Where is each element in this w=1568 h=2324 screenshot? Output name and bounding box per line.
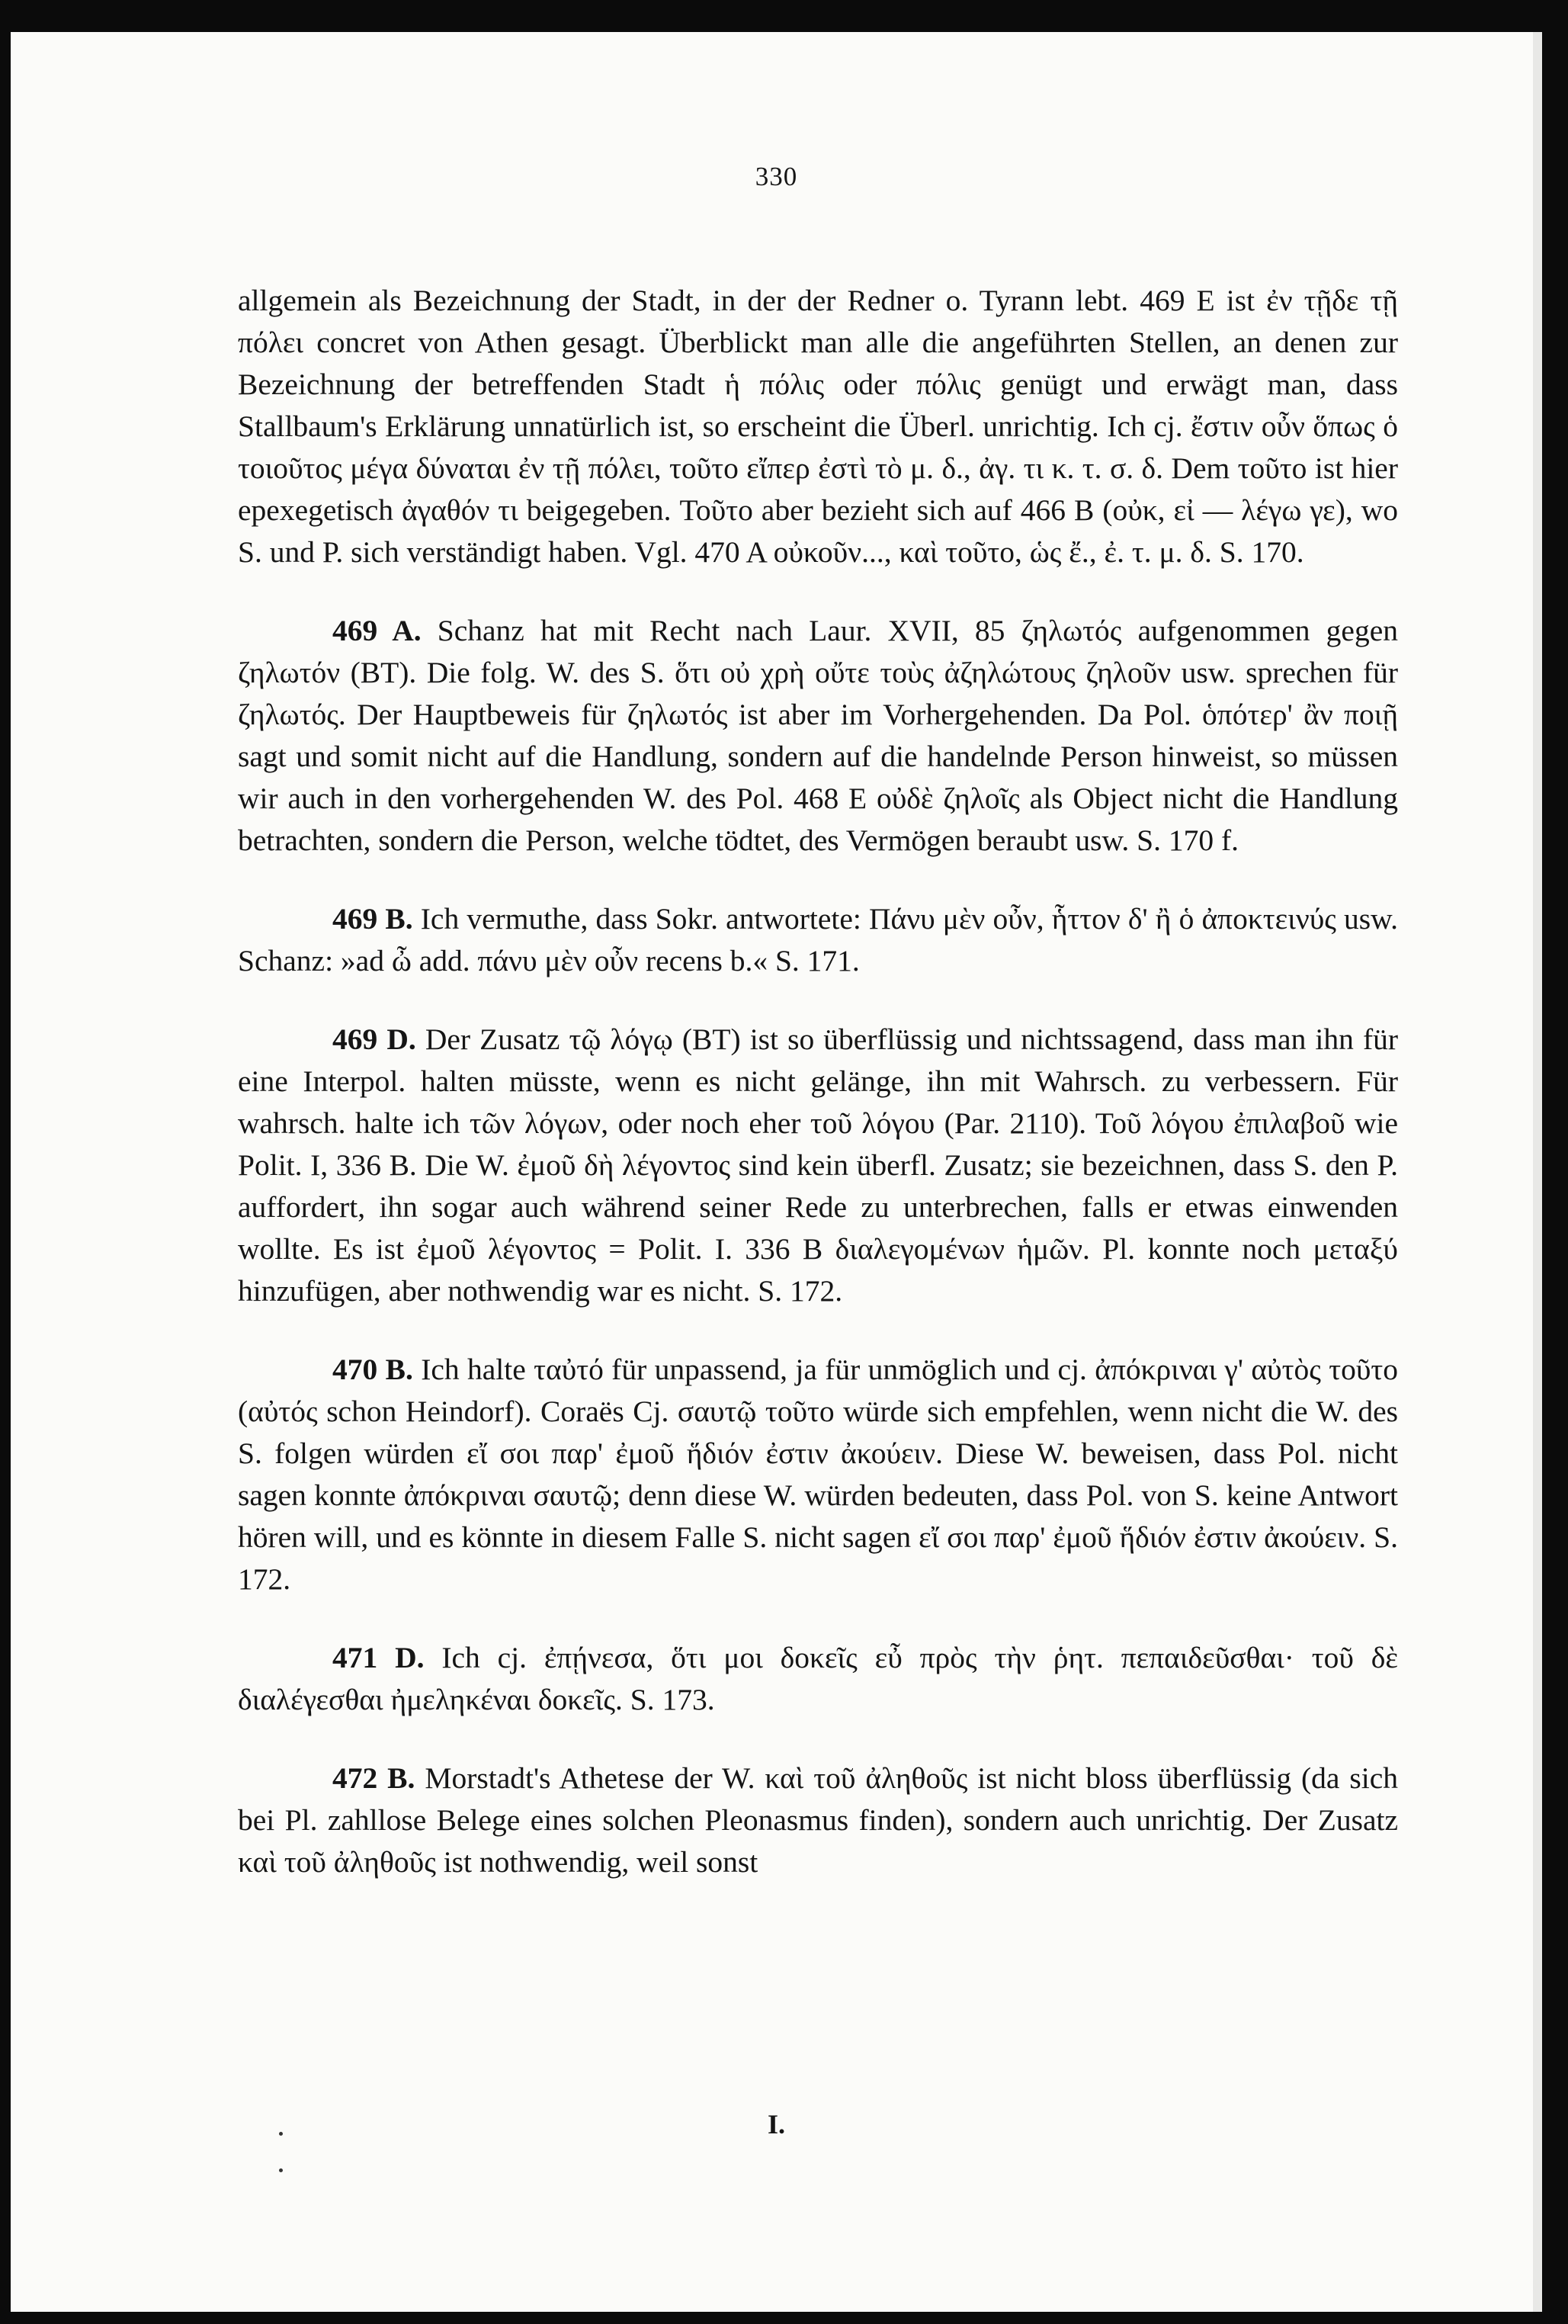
entry-text: Ich cj. ἐπῄνεσα, ὅτι μοι δοκεῖς εὖ πρὸς τὴν ῥητ. πεπαιδεῦσθαι· τοῦ δὲ διαλέγεσθαι ἠμεληκέναι δοκεῖς. S. 173. [238, 1641, 1398, 1716]
entry-text: Morstadt's Athetese der W. καὶ τοῦ ἀληθοῦς ist nicht bloss überflüssig (da sich bei Pl. zahllose Belege eines solchen Pleonasmus finden), sondern auch unrichtig. Der Zusatz καὶ τοῦ ἀληθοῦς ist nothwendig, weil sonst [238, 1761, 1399, 1879]
printer-signature: I. [767, 2109, 785, 2139]
book-page [11, 32, 1542, 2312]
entry-text: Ich vermuthe, dass Sokr. antwortete: Πάνυ μὲν οὖν, ἧττον δ' ἢ ὁ ἀποκτεινύς usw. Schanz: »ad ὦ add. πάνυ μὲν οὖν recens b.« S. 171. [238, 902, 1399, 977]
entry-reference: 469 A. [332, 614, 422, 647]
entry-reference: 472 B. [332, 1761, 415, 1795]
scan-speck [279, 2168, 283, 2172]
entry-text: Der Zusatz τῷ λόγῳ (BT) ist so überflüssig und nichtssagend, dass man ihn für eine Interpol. halten müsste, wenn es nicht gelänge, ihn mit Wahrsch. zu verbessern. Für wahrsch. halte ich τῶν λόγων, oder noch eher τοῦ λόγου (Par. 2110). Τοῦ λόγου ἐπιλαβοῦ wie Polit. I, 336 B. Die W. ἐμοῦ δὴ λέγοντος sind kein überfl. Zusatz; sie bezeichnen, dass S. den P. auffordert, ihn sogar auch während seiner Rede zu unterbrechen, falls er etwas einwenden wollte. Es ist ἐμοῦ λέγοντος = Polit. I. 336 B διαλεγομένων ἡμῶν. Pl. konnte noch μεταξύ hinzufügen, aber nothwendig war es nicht. S. 172. [238, 1022, 1398, 1308]
paragraph-text: allgemein als Bezeichnung der Stadt, in der der Redner o. Tyrann lebt. 469 E ist ἐν τῇδε τῇ πόλει concret von Athen gesagt. Überblickt man alle die angeführten Stellen, an denen zur Bezeichnung der betreffenden Stadt ἡ πόλις oder πόλις genügt und erwägt man, dass Stallbaum's Erklärung unnatürlich ist, so erscheint die Überl. unrichtig. Ich cj. ἔστιν οὖν ὅπως ὁ τοιοῦτος μέγα δύναται ἐν τῇ πόλει, τοῦτο εἴπερ ἐστὶ τὸ μ. δ., ἀγ. τι κ. τ. σ. δ. Dem τοῦτο ist hier epexegetisch ἀγαθόν τι beigegeben. Τοῦτο aber bezieht sich auf 466 B (οὐκ, εἰ — λέγω γε), wo S. und P. sich verständigt haben. Vgl. 470 A οὐκοῦν..., καὶ τοῦτο, ὡς ἔ., ἐ. τ. μ. δ. S. 170. [238, 284, 1398, 569]
page-gutter [1533, 32, 1542, 2312]
entry-471d [238, 1637, 1398, 1721]
entry-reference: 471 D. [332, 1641, 425, 1674]
paragraph-lead [238, 280, 1398, 573]
entry-470b [238, 1349, 1398, 1600]
page-body [238, 280, 1398, 1920]
entry-text: Ich halte ταὐτό für unpassend, ja für unmöglich und cj. ἀπόκριναι γ' αὐτὸς τοῦτο (αὐτός schon Heindorf). Coraës Cj. σαυτῷ τοῦτο würde sich empfehlen, wenn nicht die W. des S. folgen würden εἴ σοι παρ' ἐμοῦ ἥδιόν ἐστιν ἀκούειν. Diese W. beweisen, dass Pol. nicht sagen konnte ἀπόκριναι σαυτῷ; denn diese W. würden bedeuten, dass Pol. von S. keine Antwort hören will, und es könnte in diesem Falle S. nicht sagen εἴ σοι παρ' ἐμοῦ ἥδιόν ἐστιν ἀκούειν. S. 172. [238, 1353, 1399, 1596]
entry-469a [238, 610, 1398, 862]
page-number: 330 [755, 162, 798, 191]
entry-reference: 469 B. [332, 902, 413, 936]
entry-text: Schanz hat mit Recht nach Laur. XVII, 85 ζηλωτός aufgenommen gegen ζηλωτόν (BT). Die folg. W. des S. ὅτι οὐ χρὴ οὔτε τοὺς ἀζηλώτους ζηλοῦν usw. sprechen für ζηλωτός. Der Hauptbeweis für ζηλωτός ist aber im Vorhergehenden. Da Pol. ὁπότερ' ἂν ποιῇ sagt und somit nicht auf die Handlung, sondern auf die handelnde Person hinweist, so müssen wir auch in den vorhergehenden W. des Pol. 468 E οὐδὲ ζηλοῖς als Object nicht die Handlung betrachten, sondern die Person, welche tödtet, des Vermögen beraubt usw. S. 170 f. [238, 614, 1398, 857]
entry-reference: 470 B. [332, 1353, 413, 1386]
entry-469d [238, 1019, 1398, 1312]
scan-speck [279, 2132, 283, 2136]
entry-reference: 469 D. [332, 1022, 416, 1056]
entry-469b [238, 898, 1398, 982]
entry-472b [238, 1757, 1398, 1883]
